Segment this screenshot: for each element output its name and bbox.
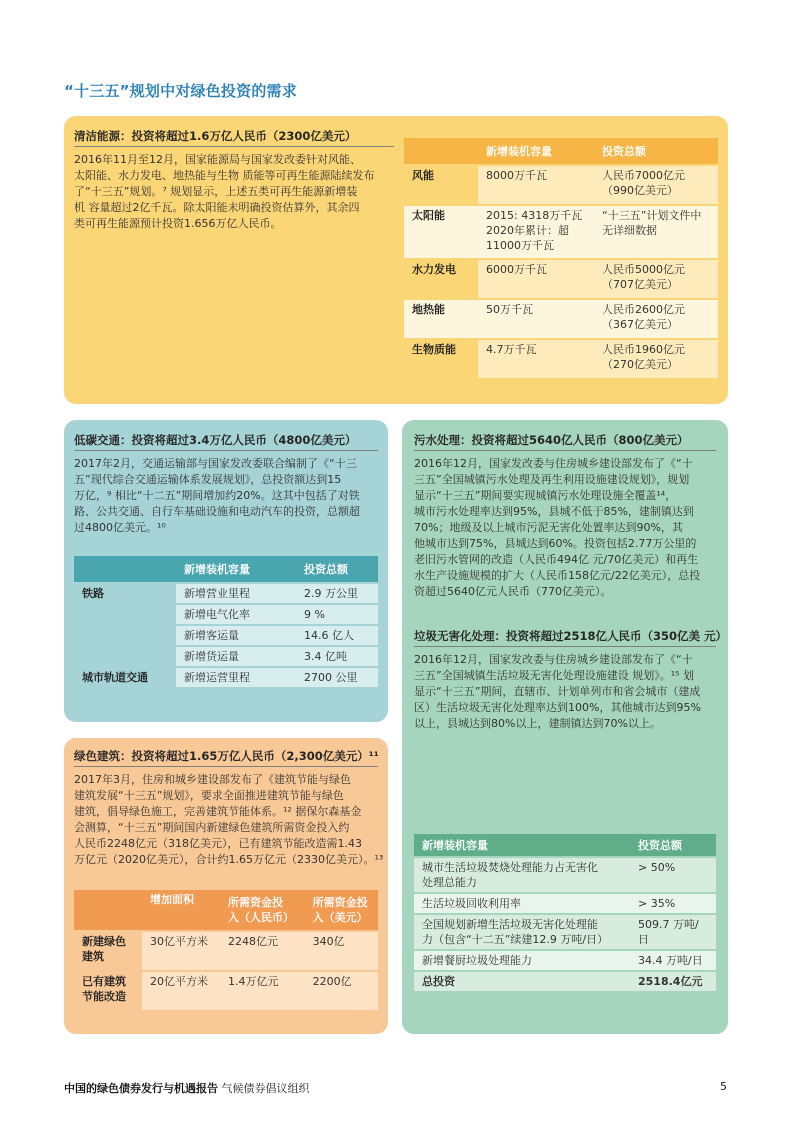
table-row [404, 166, 718, 204]
table-cell: 人民币7000亿元 （990亿美元） [594, 166, 718, 204]
table-cell: 50万千瓦 [478, 300, 594, 338]
table-row [414, 951, 716, 970]
table-cell: 新增货运量 [176, 647, 296, 666]
table-row [74, 647, 378, 666]
table-cell: 新增客运量 [176, 626, 296, 645]
waste-heading: 垃圾无害化处理：投资将超过2518亿人民币（350亿美 元） [414, 629, 728, 643]
table-cell: 人民币5000亿元 （707亿美元） [594, 260, 718, 298]
green-building-heading: 绿色建筑：投资将超过1.65万亿人民币（2,300亿美元）¹¹ [74, 749, 379, 763]
table-header: 所需资金投 入（美元） [305, 890, 378, 930]
table-row [404, 340, 718, 378]
table-header: 新增装机容量 [176, 556, 296, 582]
table-cell: 20亿平方米 [142, 972, 220, 1010]
table-row [414, 894, 716, 913]
table-header-row [404, 138, 718, 164]
divider [74, 146, 394, 147]
clean-energy-panel [64, 116, 728, 404]
table-cell: > 35% [630, 894, 716, 913]
footer [64, 1080, 310, 1096]
report-title: 中国的绿色债券发行与机遇报告 [64, 1082, 218, 1095]
divider [414, 646, 716, 647]
water-body: 2016年12月，国家发改委与住房城乡建设部发布了《“十 三五”全国城镇污水处理及再生利用设施建设规划》，规划 显示“十三五”期间要实现城镇污水处理设施全覆盖¹⁴， 城市污水处理率达到95%，县城不低于85%，建制镇达到 70%；地级及以上城市污泥无害化处置率达到90%，其 他城市达到75%，县城达到60%。投资包括2.77万公里的 老旧污水管网的改造（人民币494亿 元/70亿美元）和再生 水生产设施规模的扩大（人民币158亿元/22亿美元），总投 资超过5640亿元人民币（770亿美元）。 [414, 457, 701, 598]
table-cell: 340亿 [305, 932, 378, 970]
table-header-row [414, 834, 716, 856]
table-cell: 30亿平方米 [142, 932, 220, 970]
row-label [74, 626, 176, 645]
table-cell: 14.6 亿人 [296, 626, 378, 645]
green-building-panel [64, 738, 388, 1034]
row-label [74, 605, 176, 624]
row-label: 新建绿色 建筑 [74, 932, 142, 970]
transport-body: 2017年2月，交通运输部与国家发改委联合编制了《“十三 五”现代综合交通运输体系发展规划》，总投资额达到15 万亿，⁹ 相比“十二五”期间增加约20%。这其中包括了对铁 路、公共交通、自行车基础设施和电动汽车的投资，总额超 过4800亿美元。¹⁰ [74, 457, 360, 534]
table-cell: 4.7万千瓦 [478, 340, 594, 378]
table-header [74, 890, 142, 930]
table-header: 新增装机容量 [414, 834, 630, 856]
table-header: 增加面积 [142, 890, 220, 930]
divider [74, 766, 378, 767]
clean-energy-body: 2016年11月至12月，国家能源局与国家发改委针对风能、 太阳能、水力发电、地热能与生物 质能等可再生能源陆续发布 了“十三五”规划。⁷ 规划显示，上述五类可再生能源新增装 机 容量超过2亿千瓦。除太阳能未明确投资估算外，其余四 类可再生能源预计投资1.656万亿人民币。 [74, 153, 375, 230]
row-label: 生物质能 [404, 340, 478, 378]
table-header-row [74, 890, 378, 930]
green-building-table [74, 888, 378, 1012]
table-cell: 2248亿元 [220, 932, 305, 970]
row-label: 水力发电 [404, 260, 478, 298]
row-label: 地热能 [404, 300, 478, 338]
clean-energy-table [404, 136, 718, 380]
clean-energy-heading: 清洁能源：投资将超过1.6万亿人民币（2300亿美元） [74, 129, 357, 143]
table-cell: 新增餐厨垃圾处理能力 [414, 951, 630, 970]
table-row [74, 972, 378, 1010]
table-row [414, 972, 716, 991]
table-cell: 总投资 [414, 972, 630, 991]
table-cell: 6000万千瓦 [478, 260, 594, 298]
row-label: 城市轨道交通 [74, 668, 176, 687]
table-row [404, 300, 718, 338]
table-cell: 2518.4亿元 [630, 972, 716, 991]
table-row [414, 858, 716, 892]
transport-table [74, 554, 378, 689]
table-cell: 1.4万亿元 [220, 972, 305, 1010]
row-label: 风能 [404, 166, 478, 204]
table-cell: 2015: 4318万千瓦 2020年累计：超 11000万千瓦 [478, 206, 594, 258]
table-row [404, 260, 718, 298]
table-cell: 新增电气化率 [176, 605, 296, 624]
table-header: 投资总额 [630, 834, 716, 856]
green-building-body: 2017年3月，住房和城乡建设部发布了《建筑节能与绿色 建筑发展“十三五”规划》，要求全面推进建筑节能与绿色 建筑，倡导绿色施工，完善建筑节能体系。¹² 据保尔森基金 会测算，“十三五”期间国内新建绿色建筑所需资金投入约 人民币2248亿元（318亿美元），已有建筑节能改造需1.43 万亿元（2020亿美元），合计约1.65万亿元（2330亿美元）。¹³ [74, 773, 384, 866]
row-label: 铁路 [74, 584, 176, 603]
water-waste-panel [402, 420, 728, 1034]
table-cell: 人民币1960亿元 （270亿美元） [594, 340, 718, 378]
row-label: 太阳能 [404, 206, 478, 258]
organization: 气候债券倡议组织 [221, 1082, 310, 1095]
table-cell: 509.7 万吨/日 [630, 915, 716, 949]
page-title: “十三五”规划中对绿色投资的需求 [64, 82, 297, 100]
table-cell: “十三五”计划文件中 无详细数据 [594, 206, 718, 258]
table-row [74, 668, 378, 687]
table-cell: 2.9 万公里 [296, 584, 378, 603]
table-cell: 人民币2600亿元 （367亿美元） [594, 300, 718, 338]
page-number: 5 [720, 1080, 727, 1093]
transport-panel [64, 420, 388, 722]
table-row [414, 915, 716, 949]
table-cell: 34.4 万吨/日 [630, 951, 716, 970]
table-header: 投资总额 [594, 138, 718, 164]
table-header: 投资总额 [296, 556, 378, 582]
table-cell: > 50% [630, 858, 716, 892]
table-header [74, 556, 176, 582]
table-cell: 新增运营里程 [176, 668, 296, 687]
table-cell: 2200亿 [305, 972, 378, 1010]
transport-heading: 低碳交通：投资将超过3.4万亿人民币（4800亿美元） [74, 433, 357, 447]
row-label [74, 647, 176, 666]
table-cell: 新增营业里程 [176, 584, 296, 603]
water-heading: 污水处理：投资将超过5640亿人民币（800亿美元） [414, 433, 689, 447]
table-row [74, 584, 378, 603]
table-row [74, 626, 378, 645]
table-cell: 9 % [296, 605, 378, 624]
table-header: 新增装机容量 [478, 138, 594, 164]
waste-table [414, 832, 716, 993]
waste-body: 2016年12月，国家发改委与住房城乡建设部发布了《“十 三五”全国城镇生活垃圾无害化处理设施建设 规划》。¹⁵ 划 显示“十三五”期间，直辖市、计划单列市和省会城市（建成 区）生活垃圾无害化处理率达到100%，其他城市达到95% 以上，县城达到80%以上，建制镇达到70%以上。 [414, 653, 701, 730]
divider [414, 450, 716, 451]
table-row [404, 206, 718, 258]
table-cell: 2700 公里 [296, 668, 378, 687]
table-cell: 全国规划新增生活垃圾无害化处理能 力（包含“十二五”续建12.9 万吨/日） [414, 915, 630, 949]
table-header-row [74, 556, 378, 582]
table-cell: 8000万千瓦 [478, 166, 594, 204]
table-header: 所需资金投 入（人民币） [220, 890, 305, 930]
row-label: 已有建筑 节能改造 [74, 972, 142, 1010]
table-cell: 城市生活垃圾焚烧处理能力占无害化 处理总能力 [414, 858, 630, 892]
table-row [74, 932, 378, 970]
table-cell: 生活垃圾回收利用率 [414, 894, 630, 913]
table-cell: 3.4 亿吨 [296, 647, 378, 666]
table-row [74, 605, 378, 624]
table-header [404, 138, 478, 164]
divider [74, 450, 378, 451]
